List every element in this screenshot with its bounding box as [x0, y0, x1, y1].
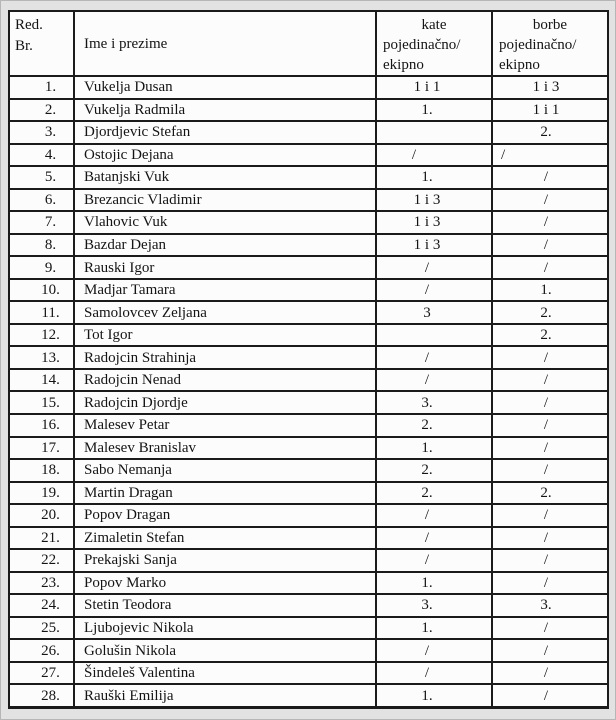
kate-result-cell [376, 324, 492, 347]
table-row [9, 414, 608, 437]
borbe-result-cell: / [492, 346, 608, 369]
table-row [9, 234, 608, 257]
header-kate [376, 11, 492, 76]
table-row [9, 121, 608, 144]
header-row [9, 11, 608, 76]
borbe-result-cell: / [492, 617, 608, 640]
borbe-result-cell: / [492, 391, 608, 414]
row-number-cell: 23. [9, 572, 74, 595]
name-cell: Rauski Igor [74, 256, 376, 279]
row-number-cell: 25. [9, 617, 74, 640]
kate-result-cell: 1. [376, 572, 492, 595]
table-row [9, 662, 608, 685]
table-header [9, 11, 608, 76]
table-row [9, 301, 608, 324]
kate-result-cell: 2. [376, 459, 492, 482]
table-row [9, 459, 608, 482]
borbe-result-cell: / [492, 144, 608, 167]
kate-result-cell: 1. [376, 166, 492, 189]
name-cell: Stetin Teodora [74, 594, 376, 617]
name-cell: Batanjski Vuk [74, 166, 376, 189]
row-number-cell: 6. [9, 189, 74, 212]
kate-result-cell: 1. [376, 437, 492, 460]
header-row-number [9, 11, 74, 76]
name-cell: Malesev Petar [74, 414, 376, 437]
table-row [9, 99, 608, 122]
kate-result-cell [376, 121, 492, 144]
table-row [9, 369, 608, 392]
table-row [9, 144, 608, 167]
borbe-result-cell: / [492, 662, 608, 685]
table-body [9, 76, 608, 708]
row-number-cell: 28. [9, 684, 74, 707]
header-kate-line3: ekipno [383, 57, 424, 73]
borbe-result-cell: / [492, 459, 608, 482]
kate-result-cell: / [376, 549, 492, 572]
table-row [9, 279, 608, 302]
borbe-result-cell: / [492, 414, 608, 437]
kate-result-cell: / [376, 639, 492, 662]
name-cell: Zimaletin Stefan [74, 527, 376, 550]
row-number-cell: 20. [9, 504, 74, 527]
kate-result-cell: / [376, 369, 492, 392]
name-cell: Rauški Emilija [74, 684, 376, 707]
table-row [9, 504, 608, 527]
header-borbe-line1: borbe [532, 17, 568, 33]
table-row [9, 549, 608, 572]
borbe-result-cell: / [492, 189, 608, 212]
row-number-cell: 21. [9, 527, 74, 550]
name-cell: Malesev Branislav [74, 437, 376, 460]
name-cell: Radojcin Strahinja [74, 346, 376, 369]
row-number-cell: 7. [9, 211, 74, 234]
name-cell: Vukelja Dusan [74, 76, 376, 99]
row-number-cell: 26. [9, 639, 74, 662]
row-number-cell: 12. [9, 324, 74, 347]
name-cell: Ostojic Dejana [74, 144, 376, 167]
header-kate-line1: kate [421, 17, 447, 33]
row-number-cell: 2. [9, 99, 74, 122]
name-cell: Martin Dragan [74, 482, 376, 505]
name-cell: Brezancic Vladimir [74, 189, 376, 212]
kate-result-cell: 1 i 3 [376, 234, 492, 257]
name-cell: Ljubojevic Nikola [74, 617, 376, 640]
kate-result-cell: 3 [376, 301, 492, 324]
borbe-result-cell: / [492, 639, 608, 662]
borbe-result-cell: 2. [492, 301, 608, 324]
name-cell: Radojcin Nenad [74, 369, 376, 392]
header-borbe [492, 11, 608, 76]
borbe-result-cell: 3. [492, 594, 608, 617]
kate-result-cell: / [376, 256, 492, 279]
kate-result-cell: 1. [376, 617, 492, 640]
results-table [8, 10, 609, 709]
row-number-cell: 16. [9, 414, 74, 437]
name-cell: Golušin Nikola [74, 639, 376, 662]
header-kate-line2: pojedinačno/ [383, 37, 461, 53]
row-number-cell: 17. [9, 437, 74, 460]
kate-result-cell: / [376, 662, 492, 685]
row-number-cell: 11. [9, 301, 74, 324]
name-cell: Djordjevic Stefan [74, 121, 376, 144]
kate-result-cell: 1. [376, 99, 492, 122]
table-row [9, 256, 608, 279]
name-cell: Sabo Nemanja [74, 459, 376, 482]
row-number-cell: 4. [9, 144, 74, 167]
kate-result-cell: / [376, 527, 492, 550]
kate-result-cell: / [376, 279, 492, 302]
table-row [9, 346, 608, 369]
borbe-result-cell: / [492, 572, 608, 595]
borbe-result-cell: / [492, 527, 608, 550]
row-number-cell: 3. [9, 121, 74, 144]
name-cell: Prekajski Sanja [74, 549, 376, 572]
table-row [9, 594, 608, 617]
table-row [9, 527, 608, 550]
name-cell: Popov Marko [74, 572, 376, 595]
table-row [9, 437, 608, 460]
row-number-cell: 15. [9, 391, 74, 414]
kate-result-cell: / [376, 144, 492, 167]
borbe-result-cell: 1 i 1 [492, 99, 608, 122]
kate-result-cell: 3. [376, 594, 492, 617]
row-number-cell: 9. [9, 256, 74, 279]
row-number-cell: 22. [9, 549, 74, 572]
borbe-result-cell: 1. [492, 279, 608, 302]
header-row-number-line1: Red. [15, 17, 43, 33]
borbe-result-cell: / [492, 504, 608, 527]
borbe-result-cell: / [492, 234, 608, 257]
table-row [9, 324, 608, 347]
header-name: Ime i prezime [74, 11, 376, 76]
kate-result-cell: 2. [376, 414, 492, 437]
kate-result-cell: / [376, 504, 492, 527]
kate-result-cell: 1 i 3 [376, 189, 492, 212]
borbe-result-cell: / [492, 211, 608, 234]
table-row [9, 211, 608, 234]
table-row [9, 76, 608, 99]
row-number-cell: 18. [9, 459, 74, 482]
header-borbe-line2: pojedinačno/ [499, 37, 577, 53]
borbe-result-cell: / [492, 369, 608, 392]
kate-result-cell: 3. [376, 391, 492, 414]
borbe-result-cell: / [492, 437, 608, 460]
table-row [9, 639, 608, 662]
table-row [9, 482, 608, 505]
borbe-result-cell: 2. [492, 121, 608, 144]
kate-result-cell: 1 i 1 [376, 76, 492, 99]
kate-result-cell: / [376, 346, 492, 369]
kate-result-cell: 2. [376, 482, 492, 505]
row-number-cell: 10. [9, 279, 74, 302]
name-cell: Šindeleš Valentina [74, 662, 376, 685]
name-cell: Samolovcev Zeljana [74, 301, 376, 324]
name-cell: Vukelja Radmila [74, 99, 376, 122]
row-number-cell: 5. [9, 166, 74, 189]
row-number-cell: 19. [9, 482, 74, 505]
borbe-result-cell: 2. [492, 482, 608, 505]
row-number-cell: 14. [9, 369, 74, 392]
name-cell: Radojcin Djordje [74, 391, 376, 414]
row-number-cell: 1. [9, 76, 74, 99]
borbe-result-cell: / [492, 549, 608, 572]
name-cell: Madjar Tamara [74, 279, 376, 302]
name-cell: Popov Dragan [74, 504, 376, 527]
borbe-result-cell: / [492, 684, 608, 707]
borbe-result-cell: 1 i 3 [492, 76, 608, 99]
header-row-number-line2: Br. [15, 38, 33, 54]
table-row [9, 617, 608, 640]
table-row [9, 684, 608, 707]
header-borbe-line3: ekipno [499, 57, 540, 73]
table-row [9, 189, 608, 212]
name-cell: Vlahovic Vuk [74, 211, 376, 234]
name-cell: Bazdar Dejan [74, 234, 376, 257]
table-row [9, 572, 608, 595]
borbe-result-cell: / [492, 166, 608, 189]
row-number-cell: 8. [9, 234, 74, 257]
borbe-result-cell: 2. [492, 324, 608, 347]
row-number-cell: 27. [9, 662, 74, 685]
kate-result-cell: 1. [376, 684, 492, 707]
row-number-cell: 13. [9, 346, 74, 369]
name-cell: Tot Igor [74, 324, 376, 347]
table-row [9, 391, 608, 414]
kate-result-cell: 1 i 3 [376, 211, 492, 234]
table-row [9, 166, 608, 189]
borbe-result-cell: / [492, 256, 608, 279]
row-number-cell: 24. [9, 594, 74, 617]
